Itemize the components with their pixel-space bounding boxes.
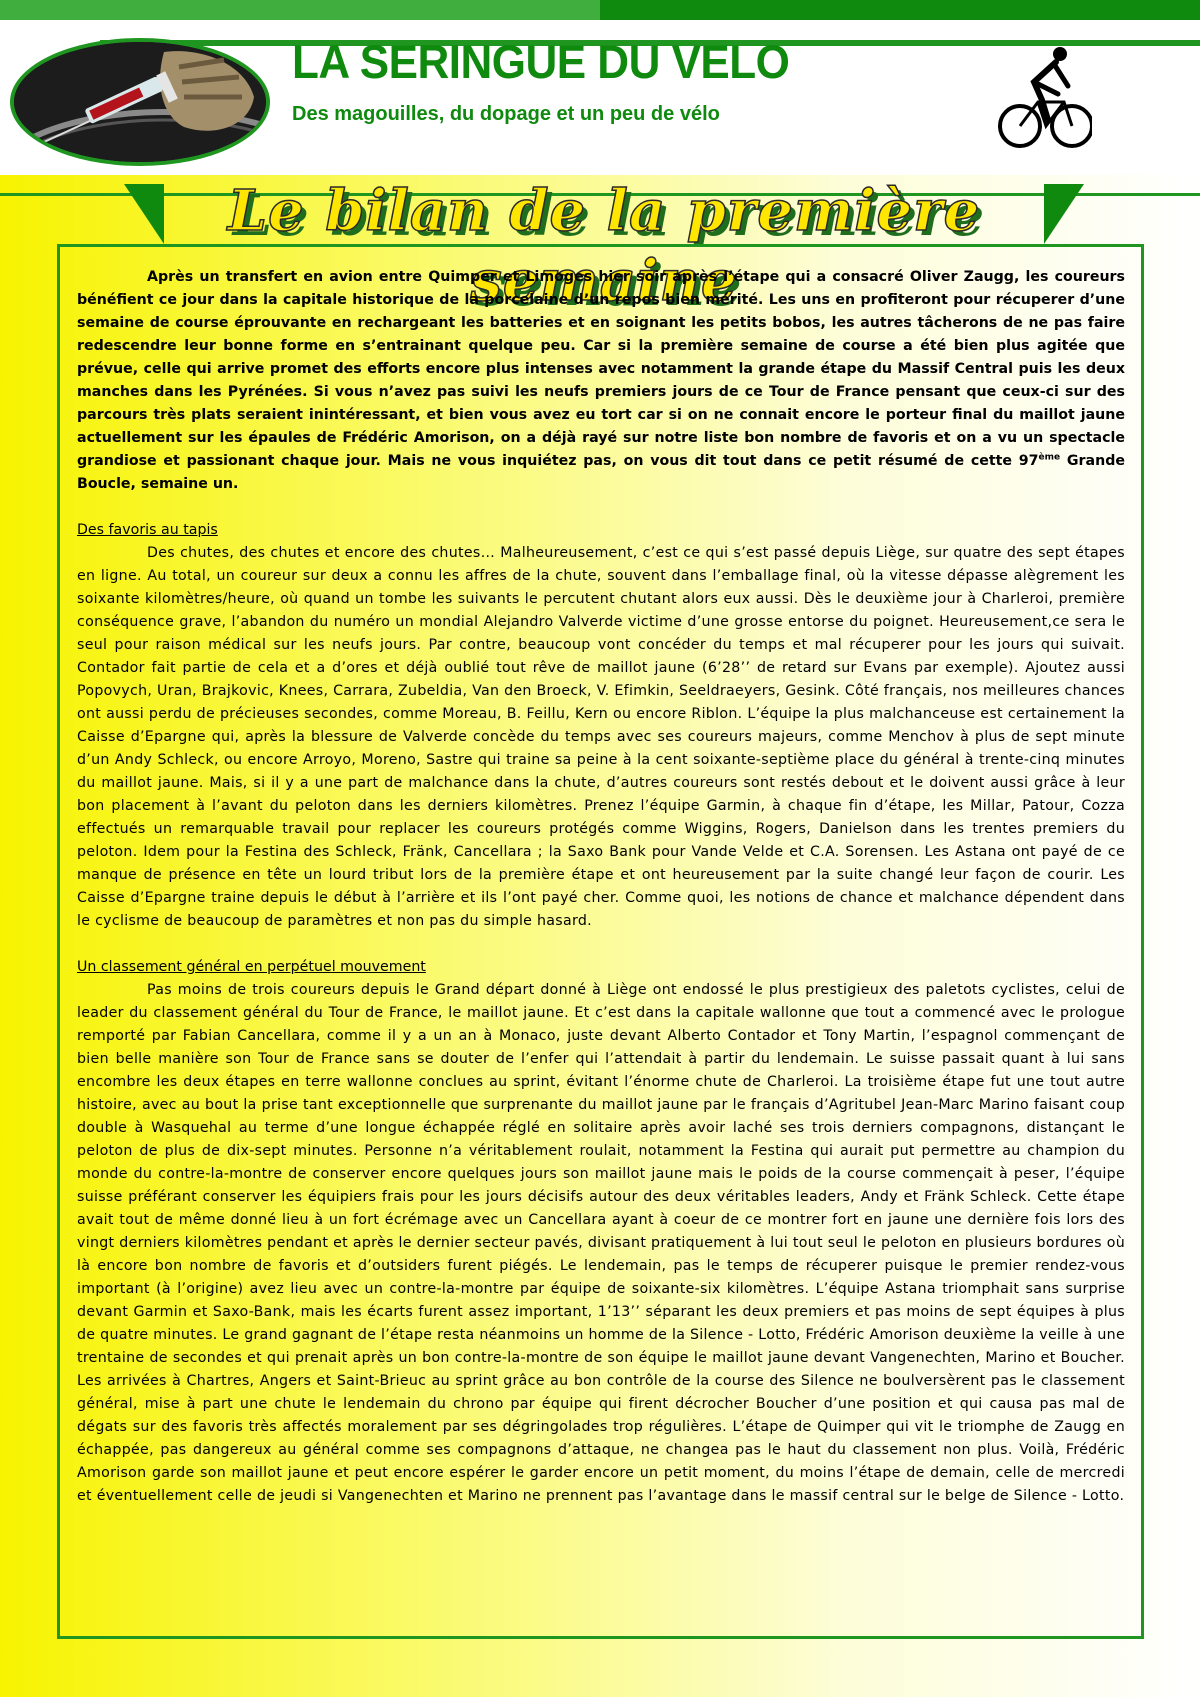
intro-text-end: Grande Boucle, semaine un. <box>77 453 1125 492</box>
top-bar-light-segment <box>0 0 600 20</box>
section-heading-classement: Un classement général en perpétuel mouvement <box>77 959 426 975</box>
site-title: LA SERINGUE DU VELO <box>292 36 790 89</box>
article-body <box>77 266 1125 1508</box>
article-intro <box>77 266 1125 496</box>
section-text: Des chutes, des chutes et encore des chutes… Malheureusement, c’est ce qui s’est passé depuis Liège, sur quatre des sept étapes en ligne. Au total, un coureur sur deux a connu les affres de la chute, souvent dans l’emballage final, où la vitesse dépasse alègrement les soixante kilomètres/heure, où quand un tombe les suivants le percutent chutant alors eux aussi. Dès le deuxième jour à Charleroi, première conséquence grave, l’abandon du numéro un mondial Alejandro Valverde victime d’une grosse entorse du poignet. Heureusement,ce sera le seul pour raison médical sur les neufs jours. Par contre, beaucoup vont concéder du temps et mal récuperer pour les jours qui suivait. Contador fait partie de cela et a d’ores et déjà oublié tout rêve de maillot jaune (6’28’’ de retard sur Evans par exemple). Ajoutez aussi Popovych, Uran, Brajkovic, Knees, Carrara, Zubeldia, Van den Broeck, V. Efimkin, Seeldraeyers, Gesink. Côté français, nos meilleures chances ont aussi perdu de précieuses secondes, comme Moreau, B. Feillu, Kern ou encore Riblon. L’équipe la plus malchanceuse est certainement la Caisse d’Epargne qui, après la blessure de Valverde concède du temps avec ses coureurs majeurs, comme Menchov à plus de sept minute d’un Andy Schleck, ou encore Arroyo, Moreno, Sastre qui traine sa peine à la cent soixante-septième place du général à trente-cinq minutes du maillot jaune. Mais, si il y a une part de malchance dans la chute, d’autres coureurs sont restés debout et le doivent aussi grâce à leur bon placement à l’avant du peloton dans les derniers kilomètres. Prenez l’équipe Garmin, à chaque fin d’étape, les Millar, Patour, Cozza effectués un remarquable travail pour replacer les coureurs protégés comme Wiggins, Rogers, Danielson dans les trentes premiers du peloton. Idem pour la Festina des Schleck, Fränk, Cancellara ; la Saxo Bank pour Vande Velde et C.A. Sorensen. Les Astana ont payé de ce manque de présence en tête un lourd tribut lors de la première étape et ont heureusement par la suite changé leur façon de courir. Les Caisse d’Epargne traine depuis le début à l’arrière et ils l’ont payé cher. Comme quoi, les notions de chance et malchance dépendent dans le cyclisme de beaucoup de paramètres et non pas du simple hasard. <box>77 545 1125 929</box>
section-text-classement <box>77 979 1125 1508</box>
cyclist-icon <box>998 42 1092 156</box>
article-title: Le bilan de la première semaine <box>227 178 981 314</box>
top-bar-dark-segment <box>600 0 1200 20</box>
section-text: Pas moins de trois coureurs depuis le Grand départ donné à Liège ont endossé le plus prestigieux des paletots cyclistes, celui de leader du classement général du Tour de France, le maillot jaune. Et c’est dans la capitale wallonne que tout a commencé avec le prologue remporté par Fabian Cancellara, comme il y a un an à Monaco, juste devant Alberto Contador et Tony Martin, l’espagnol commençant de bien belle manière son Tour de France sans se douter de l’enfer qui l’attendait à partir du lendemain. Le suisse passait quant à lui sans encombre les deux étapes en terre wallonne conclues au sprint, évitant l’énorme chute de Charleroi. La troisième étape fut une tout autre histoire, avec au bout la prise tant exceptionnelle que surprenante du maillot jaune par le français d’Agritubel Jean-Marc Marino faisant coup double à Wasquehal au terme d’une longue échappée réglé en solitaire après avoir laché ses trois derniers compagnons, distançant le peloton de plus de dix-sept minutes. Personne n’a véritablement roulait, notamment la Festina qui aurait put permettre au champion du monde du contre-la-montre de conserver encore quelques jours son maillot jaune mais le poids de la course commençait à peser, l’équipe suisse préférant conserver les équipiers frais pour les jours décisifs autour des deux véritables leaders, Andy et Fränk Schleck. Cette étape avait tout de même donné lieu à un fort écrémage avec un Cancellara ayant à coeur de ce montrer fort en jaune une dernière fois lors des vingt derniers kilomètres pendant et après le dernier secteur pavés, divisant pratiquement à lui tout seul le peloton en plusieurs bordures où là encore bon nombre de favoris et d’outsiders furent piégés. Le lendemain, pas le temps de récuperer puisque le premier rendez-vous important (à l’origine) avez lieu avec un contre-la-montre par équipe de soixante-six kilomètres. L’équipe Astana triomphait sans surprise devant Garmin et Saxo-Bank, mais les écarts furent assez important, 1’13’’ séparant les deux premiers et pas moins de sept équipes à plus de quatre minutes. Le grand gagnant de l’étape resta néanmoins un homme de la Silence - Lotto, Frédéric Amorison deuxième la veille à une trentaine de secondes et qui prenait après un bon contre-la-montre de son équipe le maillot jaune devant Vangenechten, Marino et Boucher. Les arrivées à Chartres, Angers et Saint-Brieuc au sprint grâce au bon contrôle de la course des Silence ne boulversèrent pas le classement général, mise à part une chute le lendemain du chrono par équipe qui firent décrocher Boucher d’une position et qui causa pas mal de dégats sur des favoris très affectés moralement par ses dégringolades trop régulières. L’étape de Quimper qui vit le triomphe de Zaugg en échappée, pas dangereux au général comme ses compagnons d’attaque, ne changea pas le haut du classement non plus. Voilà, Frédéric Amorison garde son maillot jaune et peut encore espérer le garder encore un petit moment, du moins l’étape de demain, celle de mercredi et éventuellement celle de jeudi si Vangenechten et Marino ne prennent pas l’avantage dans le massif central sur le belge de Silence - Lotto. <box>77 982 1125 1504</box>
section-heading-favoris: Des favoris au tapis <box>77 522 218 538</box>
site-tagline: Des magouilles, du dopage et un peu de vélo <box>292 103 720 125</box>
top-color-bar <box>0 0 1200 20</box>
ordinal-suffix: ème <box>1038 452 1061 463</box>
syringe-glove-wheel-logo <box>10 38 270 166</box>
article-title-banner <box>124 178 1084 314</box>
intro-text: Après un transfert en avion entre Quimper et Limoges hier soir après l’étape qui a consacré Oliver Zaugg, les coureurs bénéfient ce jour dans la capitale historique de la porcelaine d’un repos bien mérité. Les uns en profiteront pour récuperer d’une semaine de course éprouvante en rechargeant les batteries et en soignant les petits bobos, les autres tâcherons de ne pas faire redescendre leur bonne forme en s’entrainant quelque peu. Car si la première semaine de course a été bien plus agitée que prévue, celle qui arrive promet des efforts encore plus intenses avec notamment la grande étape du Massif Central puis les deux manches dans les Pyrénées. Si vous n’avez pas suivi les neufs premiers jours de ce Tour de France pensant que ceux-ci sur des parcours très plats seraient inintéressant, et bien vous avez eu tort car si on ne connait encore le porteur final du maillot jaune actuellement sur les épaules de Frédéric Amorison, on a déjà rayé sur notre liste bon nombre de favoris et on a vu un spectacle grandiose et passionant chaque jour. Mais ne vous inquiétez pas, on vous dit tout dans ce petit résumé de cette 97 <box>77 269 1125 469</box>
section-text-favoris <box>77 542 1125 933</box>
logo-illustration <box>14 42 266 162</box>
